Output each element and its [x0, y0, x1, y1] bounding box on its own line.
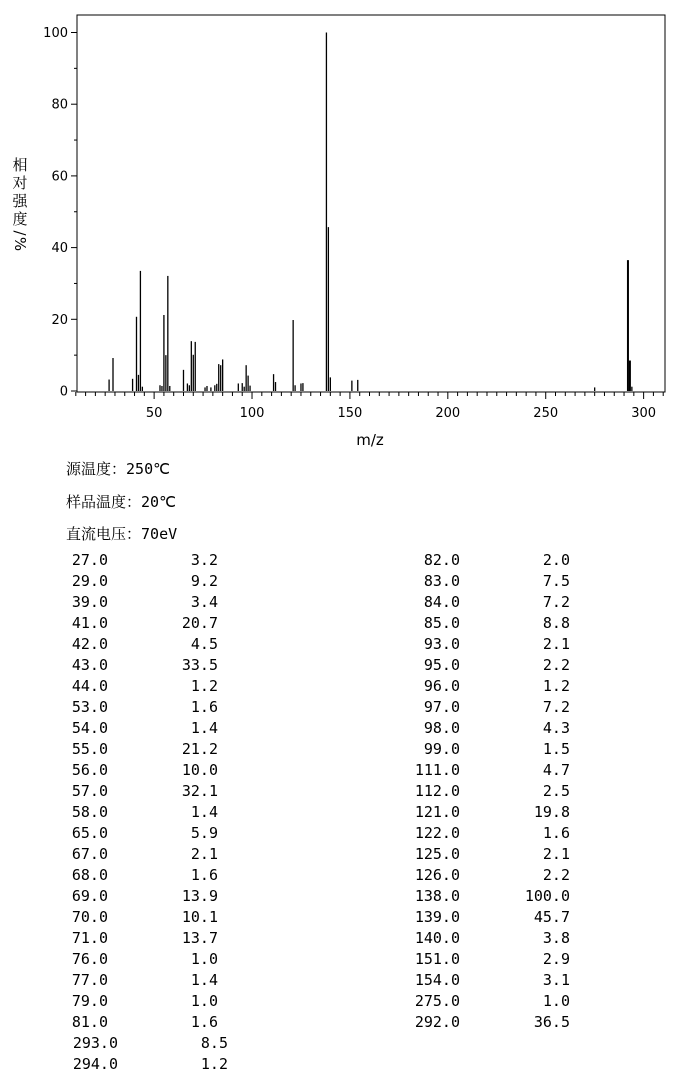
- intensity-value: 2.2: [542, 656, 570, 674]
- intensity-value: 4.3: [542, 719, 570, 737]
- intensity-value: 1.0: [190, 992, 218, 1010]
- table-row: [0, 634, 340, 655]
- intensity-value: 8.5: [200, 1034, 228, 1052]
- mz-value: 70.0: [71, 908, 108, 926]
- table-row: [0, 1012, 340, 1033]
- intensity-value: 1.2: [190, 677, 218, 695]
- intensity-value: 2.0: [542, 551, 570, 569]
- intensity-value: 13.7: [181, 929, 218, 947]
- intensity-value: 1.0: [542, 992, 570, 1010]
- table-row: [0, 655, 340, 676]
- mz-value: 54.0: [71, 719, 108, 737]
- table-row: [340, 949, 680, 970]
- x-tick-label: 150: [337, 406, 363, 421]
- table-row: [340, 613, 680, 634]
- mz-value: 275.0: [414, 992, 460, 1010]
- table-row: [0, 613, 340, 634]
- source-temperature-value: 250℃: [126, 460, 170, 478]
- mz-value: 139.0: [414, 908, 460, 926]
- mz-value: 99.0: [423, 740, 460, 758]
- mz-value: 41.0: [71, 614, 108, 632]
- dc-voltage: [66, 525, 177, 543]
- mass-spectrum-chart: [0, 0, 680, 455]
- mz-value: 79.0: [71, 992, 108, 1010]
- mz-value: 121.0: [414, 803, 460, 821]
- intensity-value: 1.0: [190, 950, 218, 968]
- table-row: [340, 550, 680, 571]
- intensity-value: 2.2: [542, 866, 570, 884]
- intensity-value: 1.6: [542, 824, 570, 842]
- mz-value: 71.0: [71, 929, 108, 947]
- table-row: [0, 970, 340, 991]
- table-row: [340, 571, 680, 592]
- mz-value: 85.0: [423, 614, 460, 632]
- mz-value: 77.0: [71, 971, 108, 989]
- y-tick-label: 100: [43, 26, 68, 41]
- x-tick-label: 200: [435, 406, 461, 421]
- intensity-value: 1.4: [190, 803, 218, 821]
- intensity-value: 21.2: [181, 740, 218, 758]
- source-temperature-label: 源温度：: [66, 460, 127, 478]
- y-tick-label: 20: [51, 312, 68, 328]
- table-row: [340, 655, 680, 676]
- mz-value: 111.0: [414, 761, 460, 779]
- mz-value: 53.0: [71, 698, 108, 716]
- mz-value: 97.0: [423, 698, 460, 716]
- table-row: [0, 739, 340, 760]
- intensity-value: 1.2: [542, 677, 570, 695]
- y-tick-label: 40: [51, 241, 68, 257]
- table-row: [0, 886, 340, 907]
- table-row: [0, 1054, 340, 1075]
- mz-value: 43.0: [71, 656, 108, 674]
- intensity-value: 3.2: [190, 551, 218, 569]
- table-row: [340, 886, 680, 907]
- intensity-value: 2.9: [542, 950, 570, 968]
- intensity-value: 100.0: [524, 887, 570, 905]
- mz-value: 293.0: [72, 1034, 118, 1052]
- x-tick-label: 50: [145, 406, 163, 421]
- mz-value: 154.0: [414, 971, 460, 989]
- table-row: [340, 991, 680, 1012]
- peak-table-left: [0, 550, 340, 1075]
- intensity-value: 4.5: [190, 635, 218, 653]
- table-row: [0, 781, 340, 802]
- intensity-value: 20.7: [181, 614, 218, 632]
- mz-value: 83.0: [423, 572, 460, 590]
- table-row: [340, 802, 680, 823]
- plot-frame: [77, 15, 665, 392]
- intensity-value: 2.1: [190, 845, 218, 863]
- x-tick-label: 300: [631, 406, 657, 421]
- intensity-value: 1.5: [542, 740, 570, 758]
- mz-value: 56.0: [71, 761, 108, 779]
- mz-value: 42.0: [71, 635, 108, 653]
- table-row: [0, 760, 340, 781]
- peak-table-right: [340, 550, 680, 1033]
- table-row: [340, 907, 680, 928]
- table-row: [0, 844, 340, 865]
- table-row: [340, 592, 680, 613]
- peak-bars: [109, 33, 632, 392]
- table-row: [340, 739, 680, 760]
- mz-value: 81.0: [71, 1013, 108, 1031]
- dc-voltage-label: 直流电压：: [66, 525, 142, 543]
- table-row: [0, 823, 340, 844]
- intensity-value: 10.0: [181, 761, 218, 779]
- y-axis-label-char: 强: [12, 192, 28, 210]
- intensity-value: 32.1: [181, 782, 218, 800]
- table-row: [0, 571, 340, 592]
- mz-value: 126.0: [414, 866, 460, 884]
- mz-value: 76.0: [71, 950, 108, 968]
- table-row: [0, 676, 340, 697]
- intensity-value: 3.1: [542, 971, 570, 989]
- intensity-value: 3.8: [542, 929, 570, 947]
- table-row: [0, 928, 340, 949]
- table-row: [340, 718, 680, 739]
- mz-value: 140.0: [414, 929, 460, 947]
- table-row: [0, 907, 340, 928]
- mz-value: 125.0: [414, 845, 460, 863]
- table-row: [0, 550, 340, 571]
- intensity-value: 7.2: [542, 698, 570, 716]
- dc-voltage-value: 70eV: [141, 525, 178, 543]
- mz-value: 292.0: [414, 1013, 460, 1031]
- y-axis-label-char: %: [11, 236, 29, 252]
- intensity-value: 7.2: [542, 593, 570, 611]
- intensity-value: 2.1: [542, 845, 570, 863]
- table-row: [340, 697, 680, 718]
- mz-value: 294.0: [72, 1055, 118, 1073]
- mz-value: 69.0: [71, 887, 108, 905]
- table-row: [0, 592, 340, 613]
- intensity-value: 45.7: [533, 908, 570, 926]
- x-axis: [76, 392, 663, 421]
- mz-value: 57.0: [71, 782, 108, 800]
- table-row: [340, 760, 680, 781]
- mz-value: 112.0: [414, 782, 460, 800]
- table-row: [0, 802, 340, 823]
- intensity-value: 10.1: [181, 908, 218, 926]
- intensity-value: 2.1: [542, 635, 570, 653]
- intensity-value: 7.5: [542, 572, 570, 590]
- table-row: [0, 865, 340, 886]
- intensity-value: 1.6: [190, 698, 218, 716]
- mz-value: 67.0: [71, 845, 108, 863]
- mz-value: 96.0: [423, 677, 460, 695]
- sample-temperature: [66, 493, 176, 511]
- intensity-value: 3.4: [190, 593, 218, 611]
- y-axis-label-char: 相: [12, 156, 28, 174]
- intensity-value: 2.5: [542, 782, 570, 800]
- intensity-value: 33.5: [181, 656, 218, 674]
- mz-value: 138.0: [414, 887, 460, 905]
- table-row: [0, 991, 340, 1012]
- table-row: [340, 844, 680, 865]
- intensity-value: 1.6: [190, 1013, 218, 1031]
- table-row: [340, 1012, 680, 1033]
- mz-value: 68.0: [71, 866, 108, 884]
- table-row: [0, 1033, 340, 1054]
- intensity-value: 9.2: [190, 572, 218, 590]
- intensity-value: 4.7: [542, 761, 570, 779]
- mz-value: 98.0: [423, 719, 460, 737]
- source-temperature: [66, 460, 170, 478]
- x-axis-label: m/z: [356, 431, 384, 449]
- mz-value: 27.0: [71, 551, 108, 569]
- intensity-value: 19.8: [533, 803, 570, 821]
- table-row: [0, 949, 340, 970]
- intensity-value: 5.9: [190, 824, 218, 842]
- y-tick-label: 0: [59, 384, 68, 400]
- mz-value: 29.0: [71, 572, 108, 590]
- mz-value: 65.0: [71, 824, 108, 842]
- y-axis-label: [11, 156, 29, 251]
- mz-value: 93.0: [423, 635, 460, 653]
- intensity-value: 36.5: [533, 1013, 570, 1031]
- mz-value: 44.0: [71, 677, 108, 695]
- sample-temperature-label: 样品温度：: [66, 493, 142, 511]
- x-tick-label: 100: [239, 406, 265, 421]
- mz-value: 82.0: [423, 551, 460, 569]
- intensity-value: 1.4: [190, 719, 218, 737]
- mz-value: 55.0: [71, 740, 108, 758]
- mz-value: 122.0: [414, 824, 460, 842]
- mz-value: 151.0: [414, 950, 460, 968]
- table-row: [340, 676, 680, 697]
- intensity-value: 13.9: [181, 887, 218, 905]
- mz-value: 84.0: [423, 593, 460, 611]
- intensity-value: 1.2: [200, 1055, 228, 1073]
- intensity-value: 1.4: [190, 971, 218, 989]
- y-axis-label-char: /: [11, 230, 29, 236]
- y-tick-label: 60: [51, 169, 68, 185]
- y-axis-label-char: 度: [12, 210, 28, 228]
- table-row: [340, 970, 680, 991]
- x-tick-label: 250: [533, 406, 559, 421]
- y-axis: [43, 26, 77, 400]
- table-row: [0, 718, 340, 739]
- intensity-value: 1.6: [190, 866, 218, 884]
- table-row: [340, 781, 680, 802]
- table-row: [340, 865, 680, 886]
- table-row: [340, 928, 680, 949]
- sample-temperature-value: 20℃: [141, 493, 176, 511]
- mz-value: 58.0: [71, 803, 108, 821]
- mz-value: 95.0: [423, 656, 460, 674]
- intensity-value: 8.8: [542, 614, 570, 632]
- table-row: [340, 634, 680, 655]
- mz-value: 39.0: [71, 593, 108, 611]
- table-row: [0, 697, 340, 718]
- y-axis-label-char: 对: [12, 174, 28, 192]
- table-row: [340, 823, 680, 844]
- y-tick-label: 80: [51, 97, 68, 113]
